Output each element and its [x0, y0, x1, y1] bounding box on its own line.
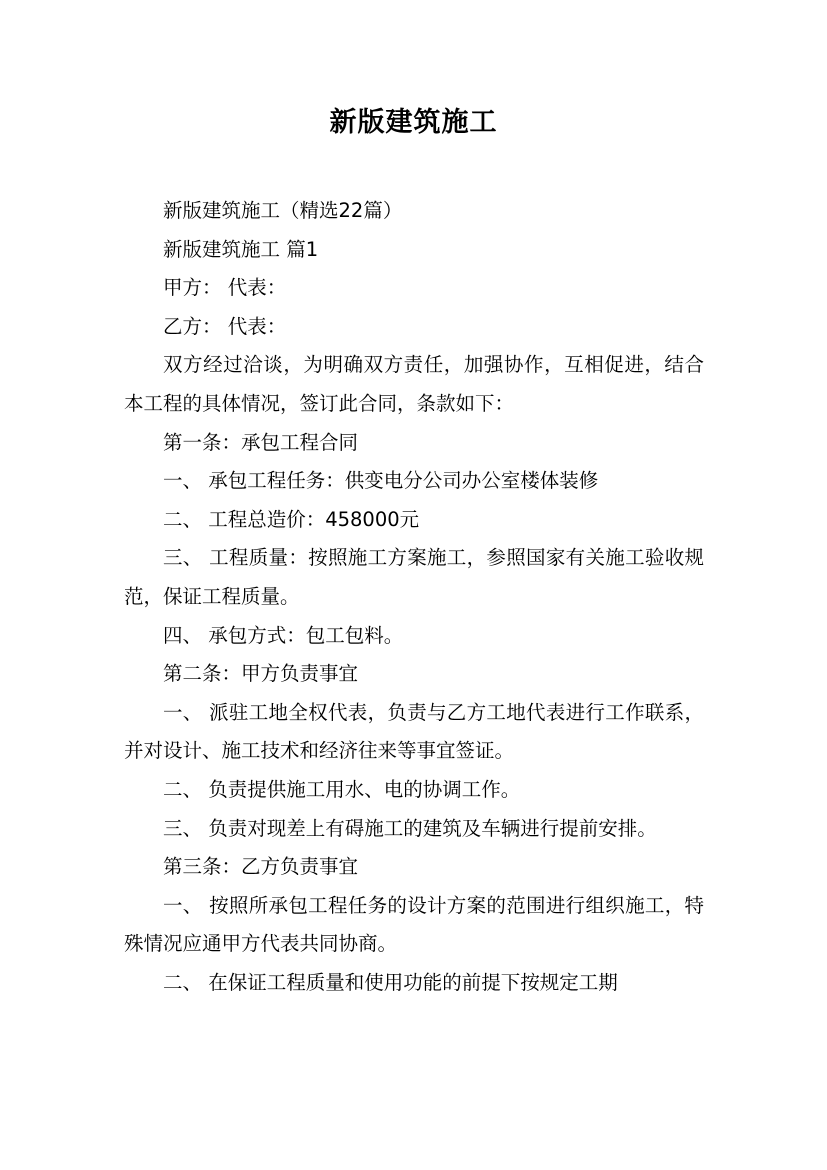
- paragraph: 新版建筑施工 篇1: [163, 237, 319, 261]
- paragraph: 一、 按照所承包工程任务的设计方案的范围进行组织施工，特殊情况应通甲方代表共同协商。: [124, 893, 704, 956]
- paragraph: 双方经过洽谈，为明确双方责任，加强协作，互相促进，结合本工程的具体情况，签订此合同，条款如下：: [124, 353, 704, 415]
- paragraph: 第三条：乙方负责事宜: [163, 855, 359, 879]
- paragraph: 一、 派驻工地全权代表，负责与乙方工地代表进行工作联系，并对设计、施工技术和经济往来等事宜签证。: [124, 700, 704, 763]
- paragraph: 二、 工程总造价：458000元: [163, 507, 420, 531]
- paragraph: 三、 工程质量：按照施工方案施工，参照国家有关施工验收规范，保证工程质量。: [124, 546, 704, 608]
- paragraph: 新版建筑施工（精选22篇）: [163, 199, 403, 222]
- paragraph: 第二条：甲方负责事宜: [163, 662, 359, 686]
- paragraph: 二、 在保证工程质量和使用功能的前提下按规定工期: [163, 970, 618, 994]
- paragraph: 甲方： 代表：: [163, 276, 287, 300]
- paragraph: 四、 承包方式：包工包料。: [163, 623, 404, 647]
- paragraph: 乙方： 代表：: [163, 314, 287, 338]
- document-body: [124, 192, 704, 1002]
- paragraph: 三、 负责对现差上有碍施工的建筑及车辆进行提前安排。: [163, 816, 657, 840]
- paragraph: 一、 承包工程任务：供变电分公司办公室楼体装修: [163, 469, 599, 493]
- paragraph: 第一条：承包工程合同: [163, 430, 359, 454]
- paragraph: 二、 负责提供施工用水、电的协调工作。: [163, 777, 521, 801]
- document-title: 新版建筑施工: [329, 107, 498, 138]
